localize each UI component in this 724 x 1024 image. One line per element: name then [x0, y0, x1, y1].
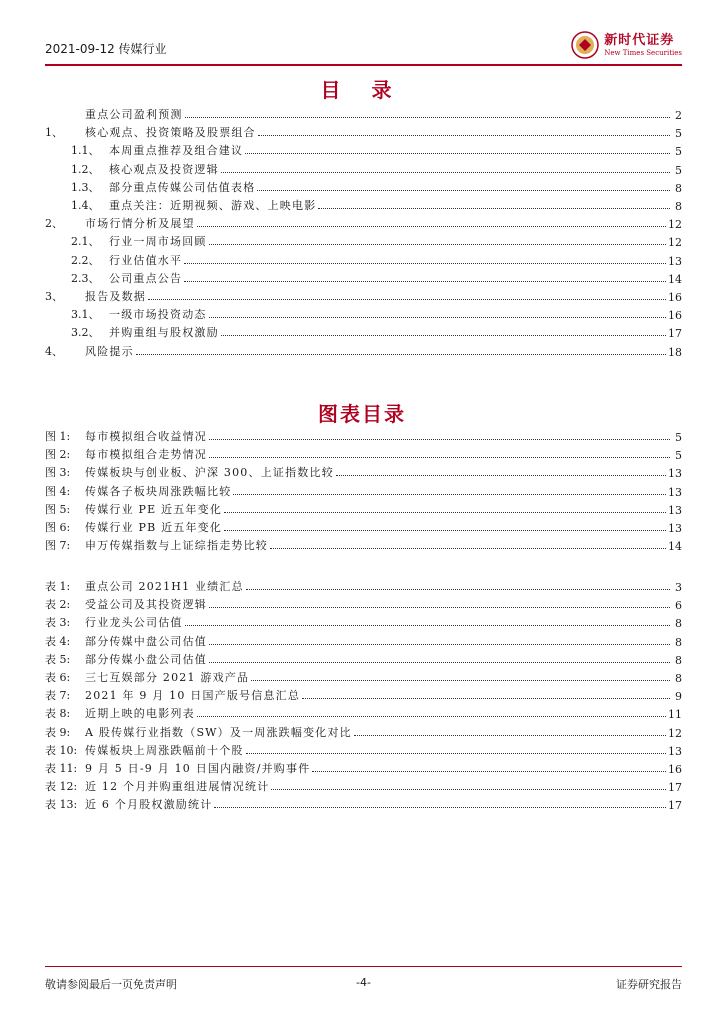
- dot-leader: [148, 299, 666, 300]
- entry-number: 1.1、: [71, 144, 100, 158]
- toc-entry[interactable]: [45, 197, 682, 213]
- company-logo: [570, 28, 682, 62]
- entry-page: 8: [675, 653, 682, 667]
- toc-entry[interactable]: [45, 724, 682, 740]
- dot-leader: [318, 208, 670, 209]
- entry-label: 行业龙头公司估值: [85, 616, 183, 630]
- dot-leader: [221, 172, 670, 173]
- entry-page: 17: [668, 327, 682, 341]
- toc-entry[interactable]: [45, 519, 682, 535]
- entry-label: 传媒板块与创业板、沪深 300、上证指数比较: [85, 466, 334, 480]
- toc-entry[interactable]: [45, 596, 682, 612]
- dot-leader: [336, 475, 666, 476]
- entry-number: 4、: [45, 344, 63, 358]
- entry-number: 表 2:: [45, 598, 71, 612]
- entry-page: 13: [668, 485, 682, 499]
- dot-leader: [224, 530, 666, 531]
- dot-leader: [246, 589, 670, 590]
- entry-label: 重点公司盈利预测: [85, 108, 183, 121]
- dot-leader: [209, 244, 666, 245]
- toc-entry[interactable]: [45, 687, 682, 703]
- dot-leader: [185, 117, 670, 118]
- dot-leader: [209, 662, 670, 663]
- dot-leader: [184, 281, 666, 282]
- entry-page: 11: [668, 708, 682, 722]
- entry-page: 8: [675, 181, 682, 195]
- toc-entry[interactable]: [45, 578, 682, 594]
- entry-page: 8: [675, 635, 682, 649]
- header-divider: [45, 64, 682, 66]
- entry-page: 18: [668, 345, 682, 359]
- entry-label: 本周重点推荐及组合建议: [109, 144, 244, 158]
- dot-leader: [209, 644, 670, 645]
- toc-entry[interactable]: [45, 483, 682, 499]
- entry-number: 图 4:: [45, 484, 71, 498]
- entry-label: 三七互娱部分 2021 游戏产品: [85, 671, 250, 684]
- entry-page: 14: [668, 540, 682, 554]
- entry-number: 表 11:: [45, 762, 78, 775]
- entry-page: 5: [675, 431, 682, 444]
- toc-entry[interactable]: [45, 306, 682, 322]
- toc-entry[interactable]: [45, 633, 682, 649]
- entry-label: 受益公司及其投资逻辑: [85, 598, 207, 612]
- dot-leader: [136, 354, 666, 355]
- entry-label: 每市模拟组合走势情况: [85, 448, 207, 462]
- entry-page: 3: [675, 581, 682, 594]
- entry-number: 2、: [45, 217, 63, 231]
- toc-entry[interactable]: [45, 428, 682, 444]
- page-header: [45, 28, 682, 64]
- toc-entry[interactable]: [45, 669, 682, 685]
- dot-leader: [245, 153, 670, 154]
- entry-number: 表 9:: [45, 725, 71, 739]
- entry-label: 报告及数据: [85, 290, 146, 303]
- entry-label: 传媒行业 PE 近五年变化: [85, 502, 223, 516]
- entry-page: 2: [675, 109, 682, 122]
- toc-entry[interactable]: [45, 215, 682, 231]
- toc-entry[interactable]: [45, 446, 682, 462]
- entry-number: 图 5:: [45, 502, 71, 516]
- dot-leader: [197, 226, 666, 227]
- dot-leader: [271, 789, 666, 790]
- entry-label: 申万传媒指数与上证综指走势比较: [85, 539, 268, 553]
- dot-leader: [185, 625, 670, 626]
- entry-page: 5: [675, 145, 682, 159]
- entry-label: 部分重点传媒公司估值表格: [109, 180, 256, 194]
- toc-entry[interactable]: [45, 288, 682, 304]
- entry-number: 图 2:: [45, 448, 71, 462]
- entry-page: 6: [675, 599, 682, 613]
- entry-page: 16: [668, 309, 682, 323]
- toc-entry[interactable]: [45, 270, 682, 286]
- entry-label: 一级市场投资动态: [109, 308, 207, 322]
- toc-entry[interactable]: [45, 124, 682, 140]
- entry-number: 图 3:: [45, 466, 71, 480]
- dot-leader: [354, 735, 666, 736]
- toc-entry[interactable]: [45, 142, 682, 158]
- dot-leader: [270, 548, 666, 549]
- entry-number: 3.2、: [71, 326, 100, 340]
- dot-leader: [233, 494, 666, 495]
- entry-label: 近 6 个月股权激励统计: [85, 798, 213, 812]
- entry-page: 8: [675, 200, 682, 213]
- entry-number: 表 5:: [45, 652, 71, 666]
- entry-number: 图 7:: [45, 539, 71, 553]
- toc-entry[interactable]: [45, 464, 682, 480]
- entry-label: 核心观点、投资策略及股票组合: [85, 126, 256, 140]
- entry-number: 表 7:: [45, 689, 71, 703]
- entry-page: 8: [675, 617, 682, 631]
- dot-leader: [209, 439, 670, 440]
- dot-leader: [251, 680, 670, 681]
- entry-page: 5: [675, 163, 682, 177]
- toc-entry[interactable]: [45, 501, 682, 517]
- entry-label: 2021 年 9 月 10 日国产版号信息汇总: [85, 689, 301, 703]
- toc-entry[interactable]: [45, 252, 682, 268]
- entry-page: 17: [668, 781, 682, 795]
- entry-number: 2.3、: [71, 271, 100, 285]
- entry-page: 9: [675, 690, 682, 704]
- toc-entry[interactable]: [45, 796, 682, 812]
- dot-leader: [312, 771, 666, 772]
- dot-leader: [209, 457, 670, 458]
- entry-label: 公司重点公告: [109, 271, 183, 285]
- toc-entry[interactable]: [45, 651, 682, 667]
- logo-chinese-name: 新时代证券: [604, 32, 675, 48]
- entry-label: 传媒板块上周涨跌幅前十个股: [85, 743, 244, 757]
- entry-number: 3、: [45, 290, 63, 303]
- entry-page: 5: [675, 127, 682, 141]
- dot-leader: [224, 512, 666, 513]
- entry-page: 12: [668, 726, 682, 740]
- entry-page: 13: [668, 503, 682, 517]
- toc-entry[interactable]: [45, 614, 682, 630]
- entry-label: 9 月 5 日-9 月 10 日国内融资/并购事件: [85, 762, 311, 775]
- dot-leader: [184, 263, 666, 264]
- entry-page: 16: [668, 291, 682, 304]
- dot-leader: [257, 190, 670, 191]
- entry-label: 重点公司 2021H1 业绩汇总: [85, 580, 244, 593]
- dot-leader: [214, 807, 666, 808]
- entry-label: 近 12 个月并购重组进展情况统计: [85, 780, 270, 794]
- dot-leader: [246, 753, 666, 754]
- entry-label: 核心观点及投资逻辑: [109, 162, 219, 176]
- entry-label: 风险提示: [85, 344, 134, 358]
- entry-number: 表 1:: [45, 580, 71, 593]
- entry-label: 市场行情分析及展望: [85, 217, 195, 231]
- entry-label: 行业一周市场回顾: [109, 235, 207, 249]
- dot-leader: [209, 607, 670, 608]
- entry-page: 12: [668, 218, 682, 232]
- dot-leader: [258, 135, 670, 136]
- entry-label: 传媒行业 PB 近五年变化: [85, 521, 223, 534]
- toc-entry[interactable]: [45, 233, 682, 249]
- dot-leader: [221, 335, 666, 336]
- toc-entry[interactable]: [45, 705, 682, 721]
- toc-entry[interactable]: [45, 324, 682, 340]
- toc-entry[interactable]: [45, 760, 682, 776]
- entry-number: 表 3:: [45, 616, 71, 630]
- entry-label: 每市模拟组合收益情况: [85, 430, 207, 443]
- entry-number: 1、: [45, 126, 63, 140]
- entry-number: 表 12:: [45, 780, 78, 794]
- entry-number: 图 1:: [45, 430, 71, 443]
- entry-number: 2.1、: [71, 235, 100, 249]
- report-type: 证券研究报告: [616, 978, 682, 991]
- entry-label: 重点关注：近期视频、游戏、上映电影: [109, 199, 317, 212]
- toc-entry[interactable]: [45, 742, 682, 758]
- dot-leader: [302, 698, 670, 699]
- entry-number: 表 13:: [45, 798, 78, 812]
- toc-title: 目 录: [320, 78, 404, 102]
- entry-number: 表 10:: [45, 743, 78, 757]
- entry-page: 14: [668, 272, 682, 286]
- toc-entry[interactable]: [45, 106, 682, 122]
- entry-number: 表 8:: [45, 707, 71, 721]
- figures-title: 图表目录: [318, 402, 406, 426]
- dot-leader: [197, 716, 666, 717]
- toc-entry[interactable]: [45, 343, 682, 359]
- entry-number: 1.3、: [71, 180, 100, 194]
- entry-label: 部分传媒中盘公司估值: [85, 634, 207, 648]
- entry-label: A 股传媒行业指数（SW）及一周涨跌幅变化对比: [85, 725, 352, 739]
- dot-leader: [209, 317, 666, 318]
- entry-page: 13: [668, 744, 682, 758]
- toc-entry[interactable]: [45, 778, 682, 794]
- entry-number: 1.4、: [71, 199, 100, 212]
- new-times-badge-icon: [570, 30, 600, 60]
- entry-number: 1.2、: [71, 162, 100, 176]
- entry-label: 传媒各子板块周涨跌幅比较: [85, 484, 232, 498]
- entry-label: 行业估值水平: [109, 253, 183, 267]
- entry-page: 17: [668, 799, 682, 813]
- disclaimer-note: 敬请参阅最后一页免责声明: [45, 978, 177, 991]
- toc-entry[interactable]: [45, 179, 682, 195]
- entry-number: 表 6:: [45, 671, 71, 684]
- entry-label: 并购重组与股权激励: [109, 326, 219, 340]
- entry-page: 8: [675, 672, 682, 685]
- entry-page: 16: [668, 763, 682, 776]
- entry-page: 13: [668, 467, 682, 481]
- entry-page: 13: [668, 254, 682, 268]
- toc-entry[interactable]: [45, 161, 682, 177]
- entry-number: 表 4:: [45, 634, 71, 648]
- report-date-category: 2021-09-12 传媒行业: [45, 42, 167, 56]
- logo-english-name: New Times Securities: [604, 48, 682, 57]
- entry-page: 5: [675, 449, 682, 463]
- entry-label: 部分传媒小盘公司估值: [85, 652, 207, 666]
- toc-entry[interactable]: [45, 537, 682, 553]
- entry-number: 2.2、: [71, 253, 100, 267]
- page-number: -4-: [356, 976, 371, 989]
- footer-divider: [45, 966, 682, 967]
- entry-page: 12: [668, 236, 682, 250]
- entry-number: 3.1、: [71, 308, 100, 322]
- entry-label: 近期上映的电影列表: [85, 707, 195, 721]
- entry-page: 13: [668, 522, 682, 535]
- entry-number: 图 6:: [45, 521, 71, 534]
